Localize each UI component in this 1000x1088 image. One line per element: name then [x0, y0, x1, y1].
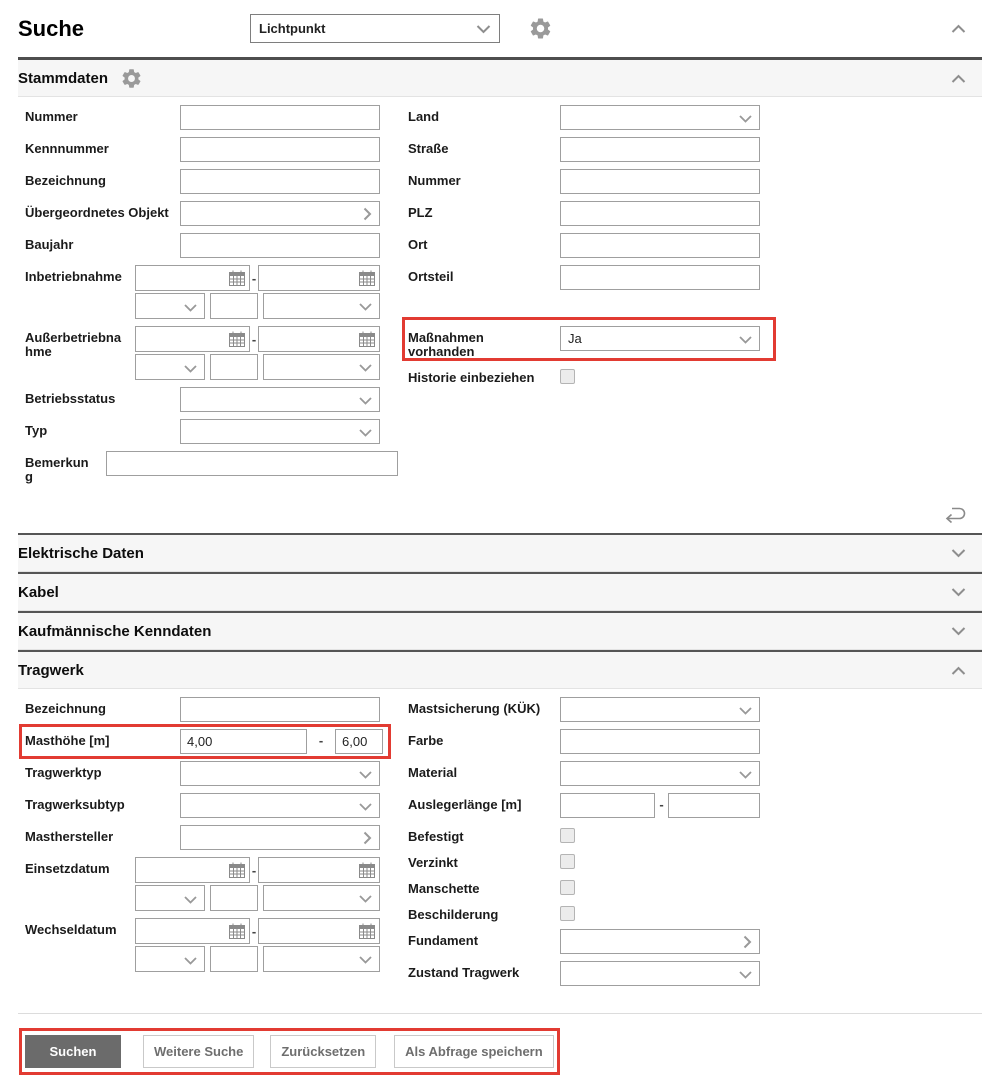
tragwerk-bezeichnung-input[interactable]	[180, 697, 380, 722]
land-select[interactable]	[560, 105, 760, 130]
tragwerksubtyp-select[interactable]	[180, 793, 380, 818]
field-label-einsetzdatum: Einsetzdatum	[25, 861, 110, 876]
plz-input[interactable]	[560, 201, 760, 226]
chevron-down-icon	[359, 397, 372, 405]
calendar-icon[interactable]	[229, 923, 245, 939]
mastsicherung-select[interactable]	[560, 697, 760, 722]
chevron-down-icon	[359, 803, 372, 811]
fundament-input[interactable]	[560, 929, 760, 954]
betriebsstatus-select[interactable]	[180, 387, 380, 412]
range-separator: -	[251, 923, 257, 939]
range-separator: -	[318, 733, 324, 748]
field-label-befestigt: Befestigt	[408, 829, 464, 844]
field-label-bemerkung: Bemerkung	[25, 455, 89, 484]
field-label-ortsteil: Ortsteil	[408, 269, 454, 284]
chevron-down-icon	[184, 365, 197, 373]
field-label-tragwerksubtyp: Tragwerksubtyp	[25, 797, 125, 812]
chevron-down-icon	[476, 25, 491, 34]
ausserbetriebnahme-period-select[interactable]	[263, 354, 380, 380]
chevron-down-icon	[184, 957, 197, 965]
weitere-suche-button[interactable]: Weitere Suche	[143, 1035, 254, 1068]
chevron-down-icon	[359, 303, 372, 311]
footer-button-bar	[19, 1028, 560, 1075]
einsetzdatum-period-select[interactable]	[263, 885, 380, 911]
section-header-kabel[interactable]	[18, 572, 982, 611]
field-label-mastsicherung: Mastsicherung (KÜK)	[408, 701, 541, 716]
chevron-down-icon	[184, 304, 197, 312]
chevron-down-icon	[359, 364, 372, 372]
field-label-beschilderung: Beschilderung	[408, 907, 499, 922]
field-label-tragwerk-bezeichnung: Bezeichnung	[25, 701, 106, 716]
field-label-wechseldatum: Wechseldatum	[25, 922, 117, 937]
collapse-page-icon[interactable]	[951, 24, 966, 33]
chevron-down-icon	[359, 771, 372, 779]
range-separator: -	[659, 797, 664, 812]
field-label-typ: Typ	[25, 423, 48, 438]
bemerkung-input[interactable]	[106, 451, 398, 476]
chevron-down-icon	[739, 707, 752, 715]
massnahmen-vorhanden-value: Ja	[568, 331, 582, 346]
material-select[interactable]	[560, 761, 760, 786]
settings-icon[interactable]	[120, 67, 143, 90]
ausserbetriebnahme-von-datefield[interactable]	[135, 326, 250, 352]
section-header-tragwerk[interactable]	[18, 650, 982, 689]
farbe-input[interactable]	[560, 729, 760, 754]
masthersteller-lookup[interactable]	[180, 825, 380, 850]
settings-icon[interactable]	[528, 16, 553, 41]
section-title: Elektrische Daten	[18, 544, 144, 562]
fundament-lookup[interactable]	[560, 929, 760, 954]
wechseldatum-period-select[interactable]	[263, 946, 380, 972]
strasse-input[interactable]	[560, 137, 760, 162]
inbetriebnahme-unit-select[interactable]	[135, 293, 205, 319]
field-label-plz: PLZ	[408, 205, 433, 220]
verzinkt-checkbox[interactable]	[560, 854, 575, 869]
ausserbetriebnahme-count-input[interactable]	[210, 354, 258, 380]
wechseldatum-von-datefield[interactable]	[135, 918, 250, 944]
section-title: Kabel	[18, 583, 59, 601]
chevron-up-icon[interactable]	[951, 666, 966, 675]
uebergeordnetes-objekt-lookup[interactable]	[180, 201, 380, 226]
range-separator: -	[251, 862, 257, 878]
uebergeordnetes-objekt-input[interactable]	[180, 201, 380, 226]
field-label-farbe: Farbe	[408, 733, 444, 748]
zuruecksetzen-button[interactable]: Zurücksetzen	[270, 1035, 376, 1068]
undo-icon[interactable]	[942, 505, 968, 525]
section-header-stammdaten[interactable]	[18, 60, 982, 97]
chevron-down-icon	[739, 336, 752, 344]
field-label-zustand-tragwerk: Zustand Tragwerk	[408, 965, 520, 980]
auslegerlaenge-von-input[interactable]	[560, 793, 655, 818]
field-label-kennnummer: Kennnummer	[25, 141, 109, 156]
masthoehe-von-input[interactable]	[180, 729, 307, 754]
range-separator: -	[251, 270, 257, 286]
field-label-nummer: Nummer	[25, 109, 78, 124]
field-label-historie-einbeziehen: Historie einbeziehen	[408, 370, 535, 385]
ortsteil-input[interactable]	[560, 265, 760, 290]
calendar-icon[interactable]	[229, 331, 245, 347]
befestigt-checkbox[interactable]	[560, 828, 575, 843]
field-label-uebergeordnetes-objekt: Übergeordnetes Objekt	[25, 205, 169, 220]
field-label-auslegerlaenge: Auslegerlänge [m]	[408, 797, 522, 812]
field-label-masthersteller: Masthersteller	[25, 829, 114, 844]
calendar-icon[interactable]	[229, 270, 245, 286]
calendar-icon[interactable]	[359, 331, 375, 347]
calendar-icon[interactable]	[229, 862, 245, 878]
object-type-select[interactable]	[250, 14, 500, 43]
section-header-elektrische-daten[interactable]	[18, 533, 982, 572]
tragwerk-form	[18, 689, 982, 999]
field-label-betriebsstatus: Betriebsstatus	[25, 391, 116, 406]
chevron-down-icon	[184, 896, 197, 904]
field-label-nummer-adresse: Nummer	[408, 173, 461, 188]
ausserbetriebnahme-unit-select[interactable]	[135, 354, 205, 380]
tragwerktyp-select[interactable]	[180, 761, 380, 786]
chevron-down-icon	[359, 956, 372, 964]
wechseldatum-bis-datefield[interactable]	[258, 918, 380, 944]
einsetzdatum-bis-datefield[interactable]	[258, 857, 380, 883]
typ-select[interactable]	[180, 419, 380, 444]
chevron-right-icon	[743, 935, 752, 949]
chevron-down-icon[interactable]	[951, 627, 966, 636]
masthersteller-input[interactable]	[180, 825, 380, 850]
field-label-masthoehe: Masthöhe [m]	[25, 733, 110, 748]
section-header-kaufmaennische-kenndaten[interactable]	[18, 611, 982, 650]
field-label-fundament: Fundament	[408, 933, 479, 948]
stammdaten-form	[18, 97, 982, 497]
object-type-value: Lichtpunkt	[259, 21, 326, 36]
suchen-button[interactable]: Suchen	[25, 1035, 121, 1068]
massnahmen-vorhanden-select[interactable]	[560, 326, 760, 351]
manschette-checkbox[interactable]	[560, 880, 575, 895]
field-label-bezeichnung: Bezeichnung	[25, 173, 106, 188]
wechseldatum-unit-select[interactable]	[135, 946, 205, 972]
calendar-icon[interactable]	[359, 923, 375, 939]
field-label-inbetriebnahme: Inbetriebnahme	[25, 269, 122, 284]
chevron-down-icon	[739, 115, 752, 123]
page-title: Suche	[18, 15, 85, 41]
nummer-input[interactable]	[180, 105, 380, 130]
historie-einbeziehen-checkbox[interactable]	[560, 369, 575, 384]
inbetriebnahme-count-input[interactable]	[210, 293, 258, 319]
als-abfrage-speichern-button[interactable]: Als Abfrage speichern	[394, 1035, 554, 1068]
chevron-down-icon[interactable]	[951, 588, 966, 597]
einsetzdatum-von-datefield[interactable]	[135, 857, 250, 883]
section-title: Tragwerk	[18, 661, 84, 679]
field-label-material: Material	[408, 765, 458, 780]
auslegerlaenge-bis-input[interactable]	[668, 793, 760, 818]
chevron-down-icon	[739, 971, 752, 979]
range-separator: -	[251, 331, 257, 347]
footer-separator	[18, 1013, 982, 1014]
chevron-down-icon	[739, 771, 752, 779]
wechseldatum-count-input[interactable]	[210, 946, 258, 972]
field-label-massnahmen-vorhanden: Maßnahmen vorhanden	[408, 330, 484, 359]
adress-nummer-input[interactable]	[560, 169, 760, 194]
kennnummer-input[interactable]	[180, 137, 380, 162]
section-title: Stammdaten	[18, 69, 109, 87]
field-label-baujahr: Baujahr	[25, 237, 74, 252]
inbetriebnahme-von-datefield[interactable]	[135, 265, 250, 291]
chevron-up-icon[interactable]	[951, 74, 966, 83]
ort-input[interactable]	[560, 233, 760, 258]
chevron-down-icon[interactable]	[951, 549, 966, 558]
field-label-manschette: Manschette	[408, 881, 480, 896]
einsetzdatum-count-input[interactable]	[210, 885, 258, 911]
field-label-tragwerktyp: Tragwerktyp	[25, 765, 102, 780]
field-label-land: Land	[408, 109, 440, 124]
inbetriebnahme-period-select[interactable]	[263, 293, 380, 319]
chevron-down-icon	[359, 895, 372, 903]
chevron-right-icon	[363, 831, 372, 845]
ausserbetriebnahme-bis-datefield[interactable]	[258, 326, 380, 352]
field-label-strasse: Straße	[408, 141, 449, 156]
field-label-ausserbetriebnahme: Außerbetriebnahme	[25, 330, 122, 359]
chevron-down-icon	[359, 429, 372, 437]
bezeichnung-input[interactable]	[180, 169, 380, 194]
calendar-icon[interactable]	[359, 862, 375, 878]
page-header	[18, 0, 982, 60]
chevron-right-icon	[363, 207, 372, 221]
einsetzdatum-unit-select[interactable]	[135, 885, 205, 911]
calendar-icon[interactable]	[359, 270, 375, 286]
inbetriebnahme-bis-datefield[interactable]	[258, 265, 380, 291]
baujahr-input[interactable]	[180, 233, 380, 258]
section-title: Kaufmännische Kenndaten	[18, 622, 212, 640]
field-label-verzinkt: Verzinkt	[408, 855, 458, 870]
undo-row	[18, 497, 982, 533]
field-label-ort: Ort	[408, 237, 428, 252]
masthoehe-bis-input[interactable]	[335, 729, 383, 754]
zustand-tragwerk-select[interactable]	[560, 961, 760, 986]
beschilderung-checkbox[interactable]	[560, 906, 575, 921]
